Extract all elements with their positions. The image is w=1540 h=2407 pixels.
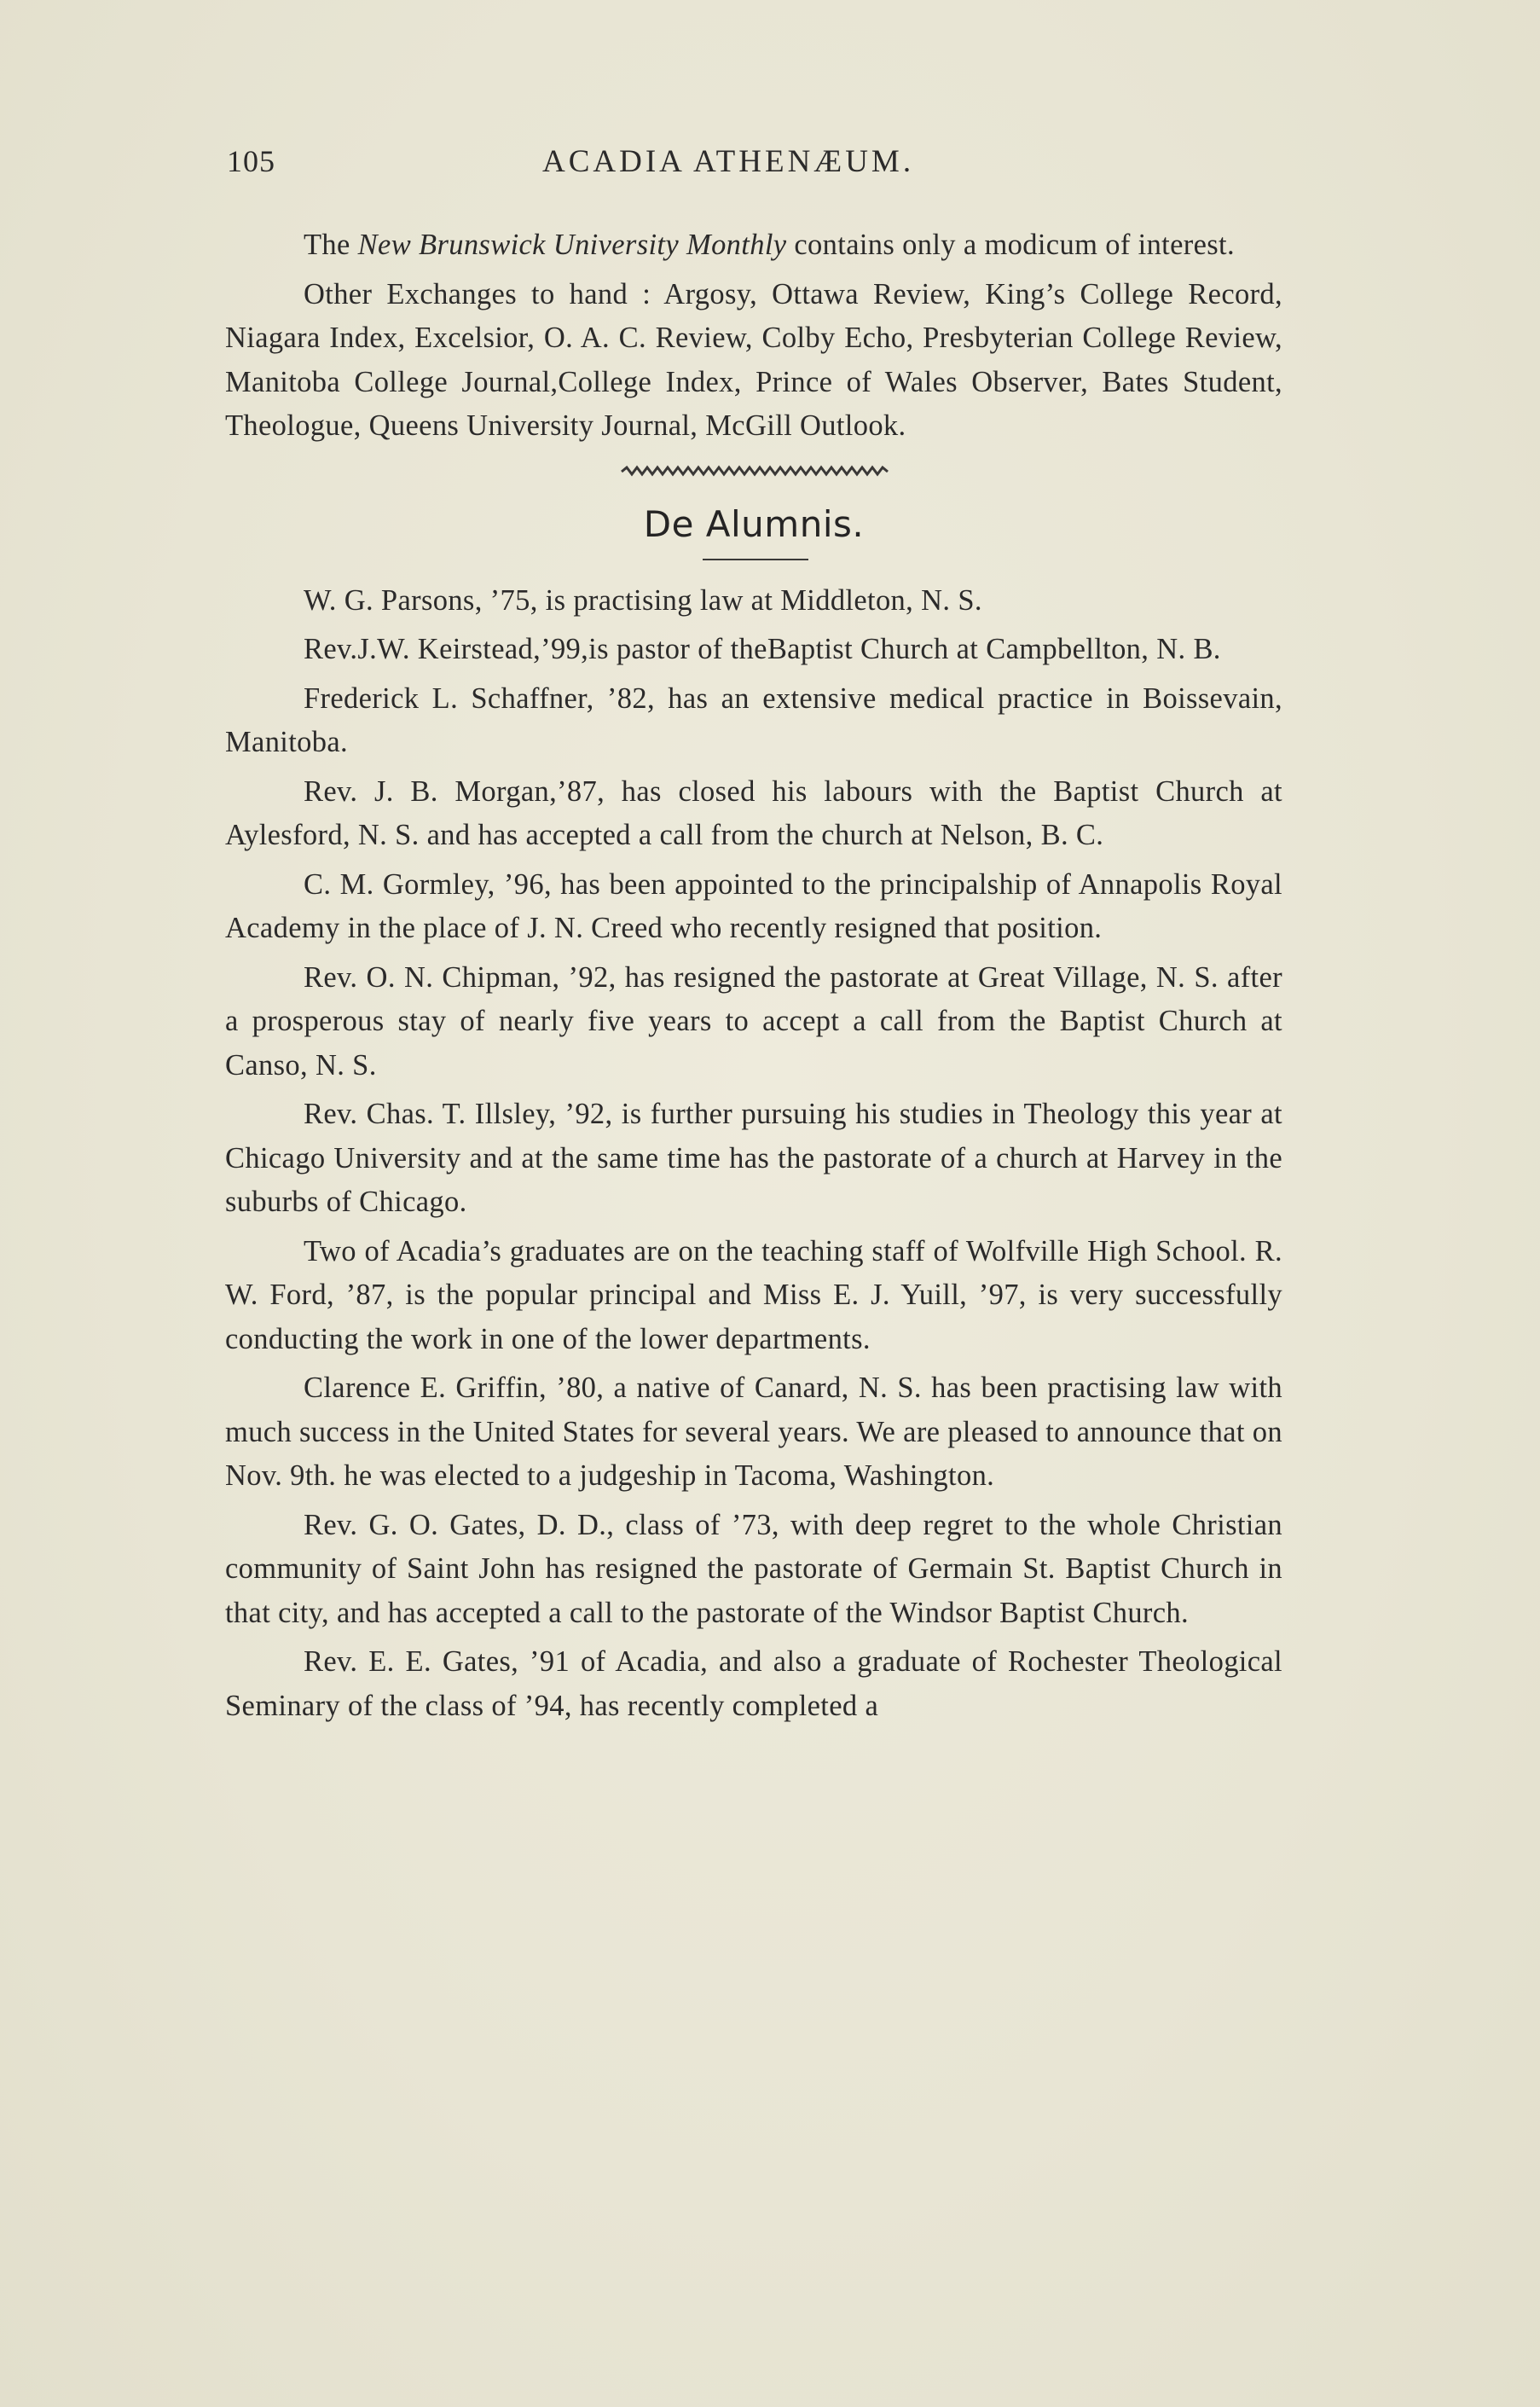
page-number: 105 bbox=[227, 144, 275, 178]
running-head: ACADIA ATHENÆUM. bbox=[542, 144, 915, 179]
alumni-entry: Rev. Chas. T. Illsley, ’92, is further pursuing his studies in Theology this year at Chicago University and at the same time has the pastorate of a church at Harvey in the suburbs of Chicago. bbox=[225, 1098, 1282, 1218]
alumni-entry: C. M. Gormley, ’96, has been appointed to the principalship of Annapolis Royal Academy in the place of J. N. Creed who recently resigned that position. bbox=[225, 867, 1282, 944]
journal-title: New Brunswick University Monthly bbox=[357, 229, 787, 261]
body-text bbox=[225, 223, 1282, 1728]
title-rule bbox=[703, 559, 808, 560]
alumni-entry: Clarence E. Griffin, ’80, a native of Canard, N. S. has been practising law with much success in the United States for several years. We are pleased to announce that on Nov. 9th. he was elected to a judgeship in Tacoma, Washington. bbox=[225, 1372, 1282, 1492]
section-title: De Alumnis. bbox=[643, 502, 865, 545]
alumni-entry: Rev. G. O. Gates, D. D., class of ’73, with deep regret to the whole Christian community of Saint John has resigned the pastorate of Germain St. Baptist Church in that city, and has accepted a call to the pastorate of the Windsor Baptist Church. bbox=[225, 1508, 1282, 1629]
alumni-entry: Two of Acadia’s graduates are on the teaching staff of Wolfville High School. R. W. Ford, ’87, is the popular principal and Miss E. J. Yuill, ’97, is very successfully conducting the work in one of the lower departments. bbox=[225, 1234, 1282, 1355]
exchanges-text-after: contains only a modicum of interest. bbox=[786, 229, 1235, 261]
exchanges-text-before: The bbox=[304, 229, 358, 261]
exchanges-paragraph bbox=[225, 223, 1282, 268]
exchanges-list-paragraph: Other Exchanges to hand : Argosy, Ottawa Review, King’s College Record, Niagara Index, Excelsior, O. A. C. Review, Colby Echo, Presbyterian College Review, Manitoba College Journal,College Index, Prince of Wales Observer, Bates Student, Theologue, Queens University Journal, McGill Outlook. bbox=[225, 277, 1282, 442]
ornament-divider bbox=[620, 464, 891, 479]
alumni-entry: Rev.J.W. Keirstead,’99,is pastor of theBaptist Church at Campbellton, N. B. bbox=[304, 633, 1221, 665]
alumni-entry: Rev. O. N. Chipman, ’92, has resigned the pastorate at Great Village, N. S. after a prosperous stay of nearly five years to accept a call from the Baptist Church at Canso, N. S. bbox=[225, 960, 1282, 1082]
alumni-entry: W. G. Parsons, ’75, is practising law at Middleton, N. S. bbox=[304, 583, 982, 617]
alumni-entry: Rev. J. B. Morgan,’87, has closed his labours with the Baptist Church at Aylesford, N. S. and has accepted a call from the church at Nelson, B. C. bbox=[225, 774, 1282, 851]
alumni-entry: Rev. E. E. Gates, ’91 of Acadia, and also a graduate of Rochester Theological Seminary of the class of ’94, has recently completed a bbox=[225, 1645, 1282, 1722]
page-header bbox=[227, 143, 1284, 194]
alumni-entry: Frederick L. Schaffner, ’82, has an extensive medical practice in Boissevain, Manitoba. bbox=[225, 682, 1282, 758]
